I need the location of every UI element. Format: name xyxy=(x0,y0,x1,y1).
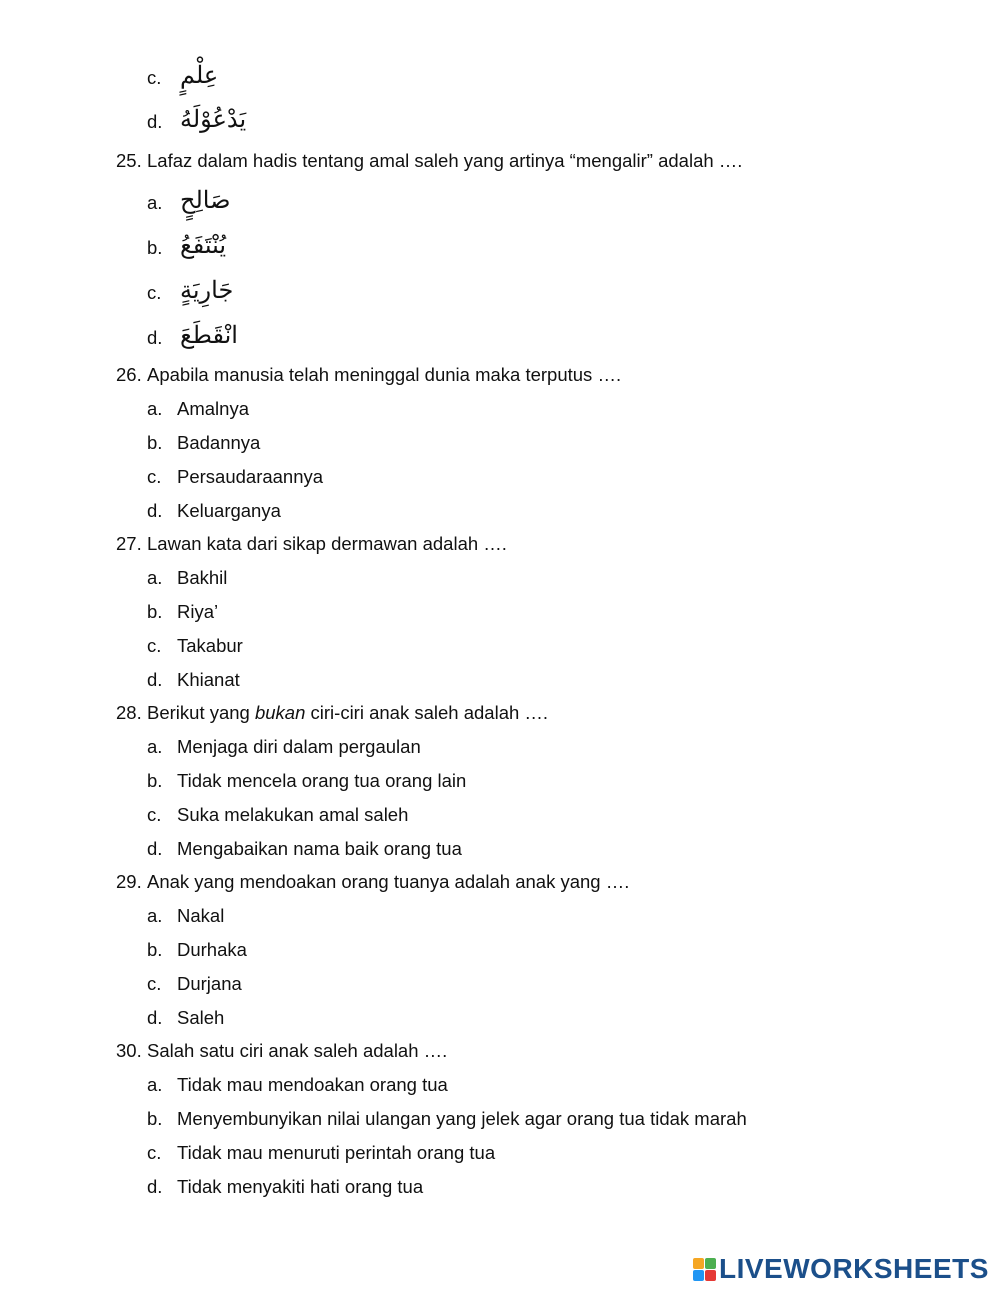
option-arabic-text: يَدْعُوْلَهُ xyxy=(180,105,247,133)
option-text: Keluarganya xyxy=(177,500,281,521)
question-text: Salah satu ciri anak saleh adalah …. xyxy=(147,1040,448,1061)
option-letter: b. xyxy=(147,770,163,791)
option-text: Tidak mau menuruti perintah orang tua xyxy=(177,1142,496,1163)
option-letter: c. xyxy=(147,282,162,303)
option-arabic-text: صَالِحٍ xyxy=(180,186,231,214)
option-letter: d. xyxy=(147,500,163,521)
option-arabic-text: انْقَطَعَ xyxy=(180,321,238,349)
question-number: 29. xyxy=(116,871,142,892)
option-letter: a. xyxy=(147,736,163,757)
option-text: Suka melakukan amal saleh xyxy=(177,804,409,825)
option-text: Takabur xyxy=(177,635,243,656)
option-text: Menyembunyikan nilai ulangan yang jelek agar orang tua tidak marah xyxy=(177,1108,747,1129)
liveworksheets-logo xyxy=(693,1253,989,1285)
question-text: Anak yang mendoakan orang tuanya adalah anak yang …. xyxy=(147,871,630,892)
option-letter: b. xyxy=(147,939,163,960)
option-letter: c. xyxy=(147,635,162,656)
option-text: Tidak mencela orang tua orang lain xyxy=(177,770,467,791)
option-text: Mengabaikan nama baik orang tua xyxy=(177,838,462,859)
question-text: Lafaz dalam hadis tentang amal saleh yang artinya “mengalir” adalah …. xyxy=(147,150,743,171)
option-letter: a. xyxy=(147,192,163,213)
option-arabic-text: عِلْمٍ xyxy=(180,61,219,89)
option-letter: c. xyxy=(147,67,162,88)
option-text: Khianat xyxy=(177,669,240,690)
logo-tile xyxy=(693,1258,704,1269)
question-text xyxy=(147,701,548,725)
question-text-emphasis: bukan xyxy=(254,702,306,723)
question-text-before: Berikut yang xyxy=(147,702,255,723)
option-arabic-text: جَارِيَةٍ xyxy=(180,276,234,304)
option-letter: b. xyxy=(147,237,163,258)
question-number: 30. xyxy=(116,1040,142,1061)
option-text: Amalnya xyxy=(177,398,249,419)
question-text-after: ciri-ciri anak saleh adalah …. xyxy=(305,702,549,723)
option-text: Durhaka xyxy=(177,939,247,960)
option-text: Persaudaraannya xyxy=(177,466,324,487)
option-letter: d. xyxy=(147,669,163,690)
option-arabic-text: يُنْتَفَعُ xyxy=(180,231,227,259)
option-text: Badannya xyxy=(177,432,261,453)
option-text: Bakhil xyxy=(177,567,228,588)
logo-tile xyxy=(693,1270,704,1281)
option-letter: b. xyxy=(147,601,163,622)
option-letter: a. xyxy=(147,567,163,588)
option-text: Riya’ xyxy=(177,601,219,622)
option-letter: a. xyxy=(147,398,163,419)
logo-tile xyxy=(705,1258,716,1269)
option-letter: b. xyxy=(147,1108,163,1129)
question-number: 25. xyxy=(116,150,142,171)
question-text: Lawan kata dari sikap dermawan adalah …. xyxy=(147,533,507,554)
option-letter: d. xyxy=(147,111,163,132)
option-text: Nakal xyxy=(177,905,225,926)
option-letter: a. xyxy=(147,905,163,926)
option-text: Saleh xyxy=(177,1007,225,1028)
option-text: Durjana xyxy=(177,973,242,994)
question-number: 27. xyxy=(116,533,142,554)
question-number: 28. xyxy=(116,702,142,723)
option-letter: d. xyxy=(147,838,163,859)
option-letter: d. xyxy=(147,1176,163,1197)
option-letter: c. xyxy=(147,466,162,487)
question-text: Apabila manusia telah meninggal dunia maka terputus …. xyxy=(147,364,622,385)
question-number: 26. xyxy=(116,364,142,385)
option-letter: c. xyxy=(147,804,162,825)
option-text: Menjaga diri dalam pergaulan xyxy=(177,736,421,757)
option-letter: d. xyxy=(147,1007,163,1028)
option-letter: a. xyxy=(147,1074,163,1095)
logo-text: LIVEWORKSHEETS xyxy=(719,1253,989,1284)
option-letter: c. xyxy=(147,973,162,994)
option-letter: c. xyxy=(147,1142,162,1163)
option-letter: b. xyxy=(147,432,163,453)
option-text: Tidak menyakiti hati orang tua xyxy=(177,1176,424,1197)
logo-tile xyxy=(705,1270,716,1281)
option-text: Tidak mau mendoakan orang tua xyxy=(177,1074,448,1095)
option-letter: d. xyxy=(147,327,163,348)
logo-mark-icon xyxy=(693,1258,716,1281)
